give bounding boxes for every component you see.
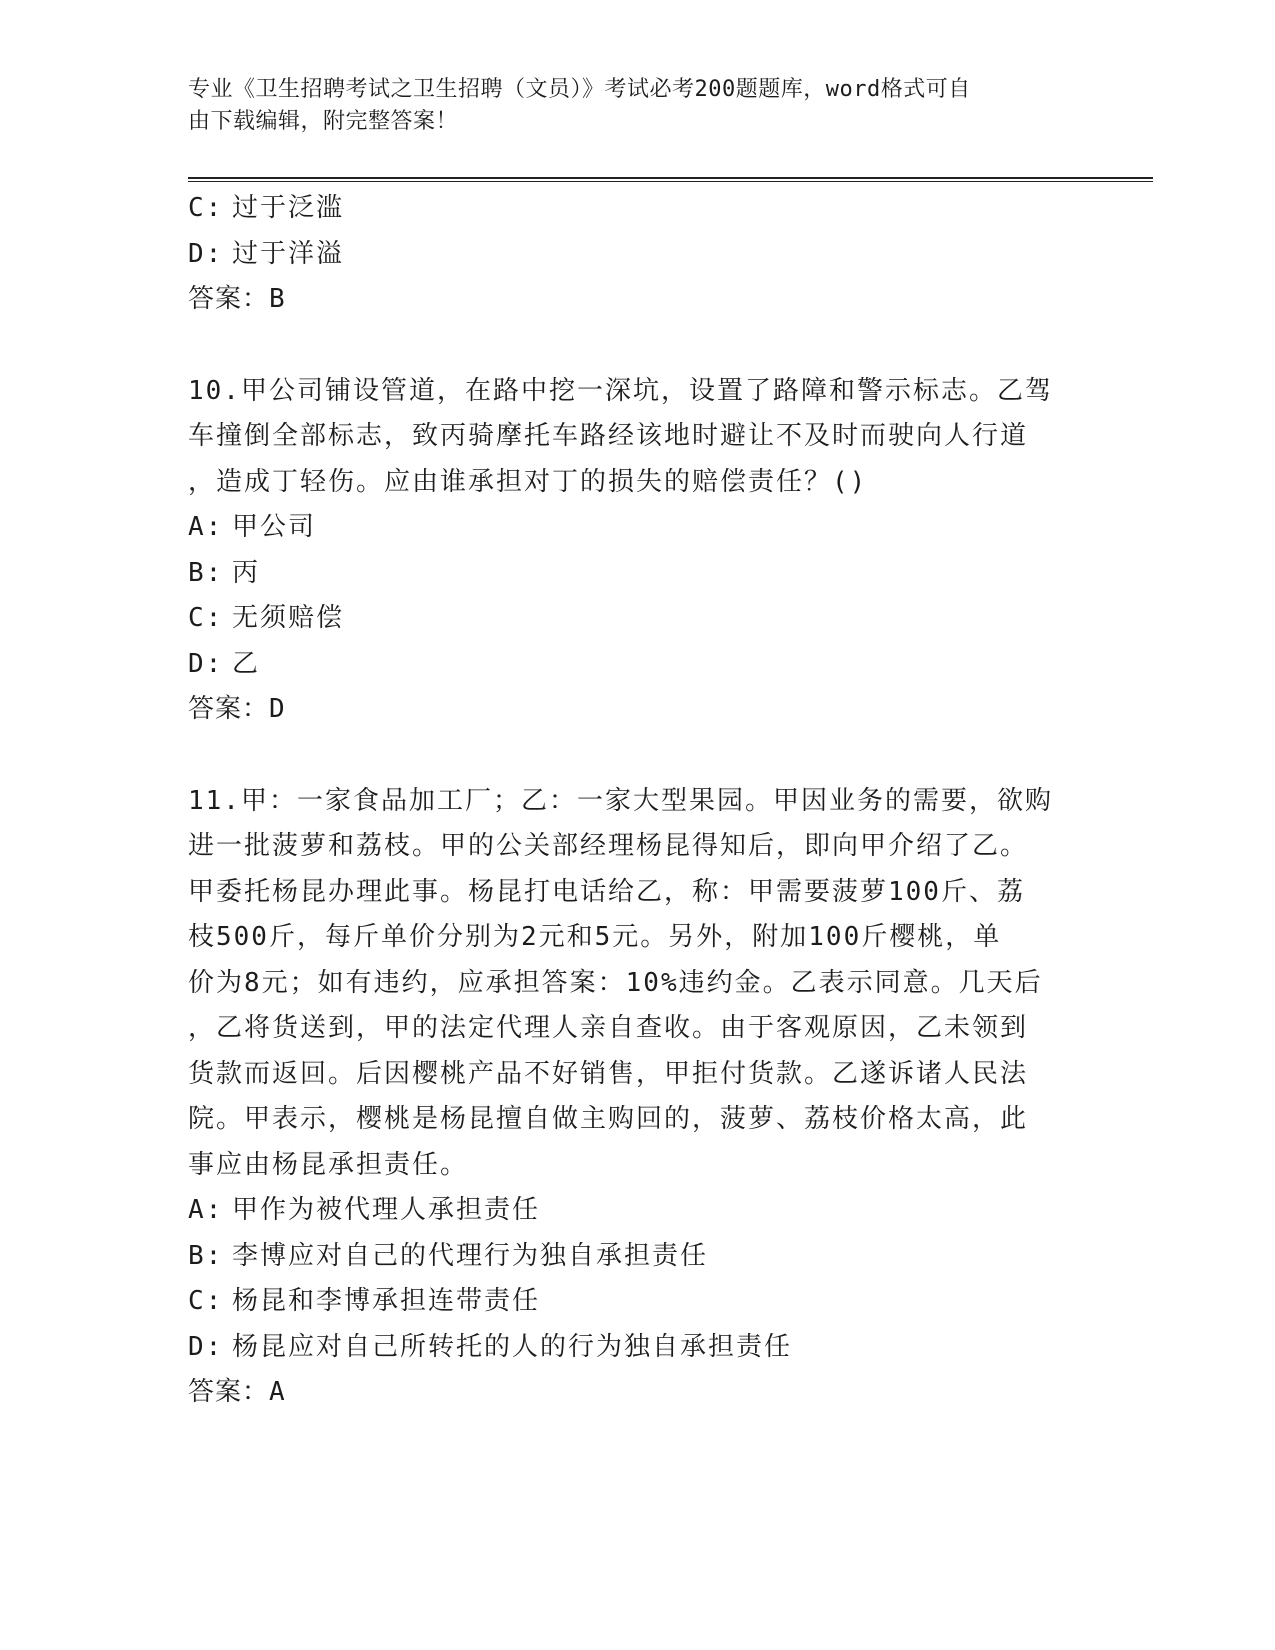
header-line-1: 专业《卫生招聘考试之卫生招聘（文员）》考试必考200题题库，word格式可自 xyxy=(188,77,971,102)
answer-label: 答案： xyxy=(188,694,270,724)
header-divider-thick xyxy=(188,177,1153,179)
question-10 xyxy=(188,369,1078,733)
question-text-line: 院。甲表示，樱桃是杨昆擅自做主购回的，菠萝、荔枝价格太高，此 xyxy=(188,1104,1029,1134)
option-text: 无须赔偿 xyxy=(232,603,345,633)
answer-line xyxy=(188,277,1078,323)
option-text: 过于泛滥 xyxy=(232,193,345,223)
prev-question xyxy=(188,186,1078,323)
option-c xyxy=(188,186,1078,232)
question-text-line: ，乙将货送到，甲的法定代理人亲自查收。由于客观原因，乙未领到 xyxy=(188,1013,1029,1043)
option-letter: A: xyxy=(188,1195,224,1225)
option-letter: D: xyxy=(188,648,224,679)
option-text: 过于洋溢 xyxy=(232,238,345,269)
answer-label: 答案： xyxy=(188,284,270,314)
option-text: 杨昆应对自己所转托的人的行为独自承担责任 xyxy=(232,1331,793,1362)
option-d xyxy=(188,1325,1078,1371)
question-text-line: ，造成丁轻伤。应由谁承担对丁的损失的赔偿责任？() xyxy=(188,466,868,497)
option-text: 杨昆和李博承担连带责任 xyxy=(232,1286,541,1316)
question-text-line: 11.甲：一家食品加工厂；乙：一家大型果园。甲因业务的需要，欲购 xyxy=(188,785,1053,816)
option-text: 甲作为被代理人承担责任 xyxy=(232,1195,541,1225)
question-text-line: 枝500斤，每斤单价分别为2元和5元。另外，附加100斤樱桃，单 xyxy=(188,922,1002,952)
option-text: 甲公司 xyxy=(232,512,317,542)
option-b xyxy=(188,551,1078,597)
option-a xyxy=(188,1188,1078,1234)
option-text: 丙 xyxy=(232,557,261,588)
question-text-line: 甲委托杨昆办理此事。杨昆打电话给乙，称：甲需要菠萝100斤、荔 xyxy=(188,876,1025,907)
question-text xyxy=(188,779,1078,1189)
option-letter: D: xyxy=(188,1331,224,1362)
option-d xyxy=(188,232,1078,278)
question-text-line: 价为8元；如有违约，应承担答案：10%违约金。乙表示同意。几天后 xyxy=(188,967,1043,998)
answer-line xyxy=(188,1370,1078,1416)
question-text-line: 事应由杨昆承担责任。 xyxy=(188,1149,469,1180)
option-letter: C: xyxy=(188,193,224,223)
option-letter: C: xyxy=(188,603,224,633)
option-text: 乙 xyxy=(232,648,261,679)
answer-line xyxy=(188,687,1078,733)
question-text-line: 10.甲公司铺设管道，在路中挖一深坑，设置了路障和警示标志。乙驾 xyxy=(188,375,1053,406)
answer-value: A xyxy=(269,1377,287,1407)
question-11 xyxy=(188,779,1078,1416)
option-a xyxy=(188,505,1078,551)
option-text: 李博应对自己的代理行为独自承担责任 xyxy=(232,1240,709,1271)
question-text-line: 车撞倒全部标志，致丙骑摩托车路经该地时避让不及时而驶向人行道 xyxy=(188,421,1029,451)
question-text-line: 进一批菠萝和荔枝。甲的公关部经理杨昆得知后，即向甲介绍了乙。 xyxy=(188,831,1029,861)
answer-value: B xyxy=(269,284,287,314)
header-line-2: 由下载编辑，附完整答案！ xyxy=(188,109,459,134)
header-divider-thin xyxy=(188,181,1153,182)
option-letter: C: xyxy=(188,1286,224,1316)
option-letter: D: xyxy=(188,238,224,269)
question-text-line: 货款而返回。后因樱桃产品不好销售，甲拒付货款。乙遂诉诸人民法 xyxy=(188,1058,1029,1089)
option-letter: A: xyxy=(188,512,224,542)
document-header xyxy=(188,74,1068,138)
answer-label: 答案： xyxy=(188,1377,270,1407)
option-c xyxy=(188,1279,1078,1325)
option-c xyxy=(188,596,1078,642)
option-letter: B: xyxy=(188,557,224,588)
question-text xyxy=(188,369,1078,506)
option-letter: B: xyxy=(188,1240,224,1271)
option-b xyxy=(188,1234,1078,1280)
document-body xyxy=(188,186,1078,1416)
option-d xyxy=(188,642,1078,688)
answer-value: D xyxy=(269,694,287,724)
